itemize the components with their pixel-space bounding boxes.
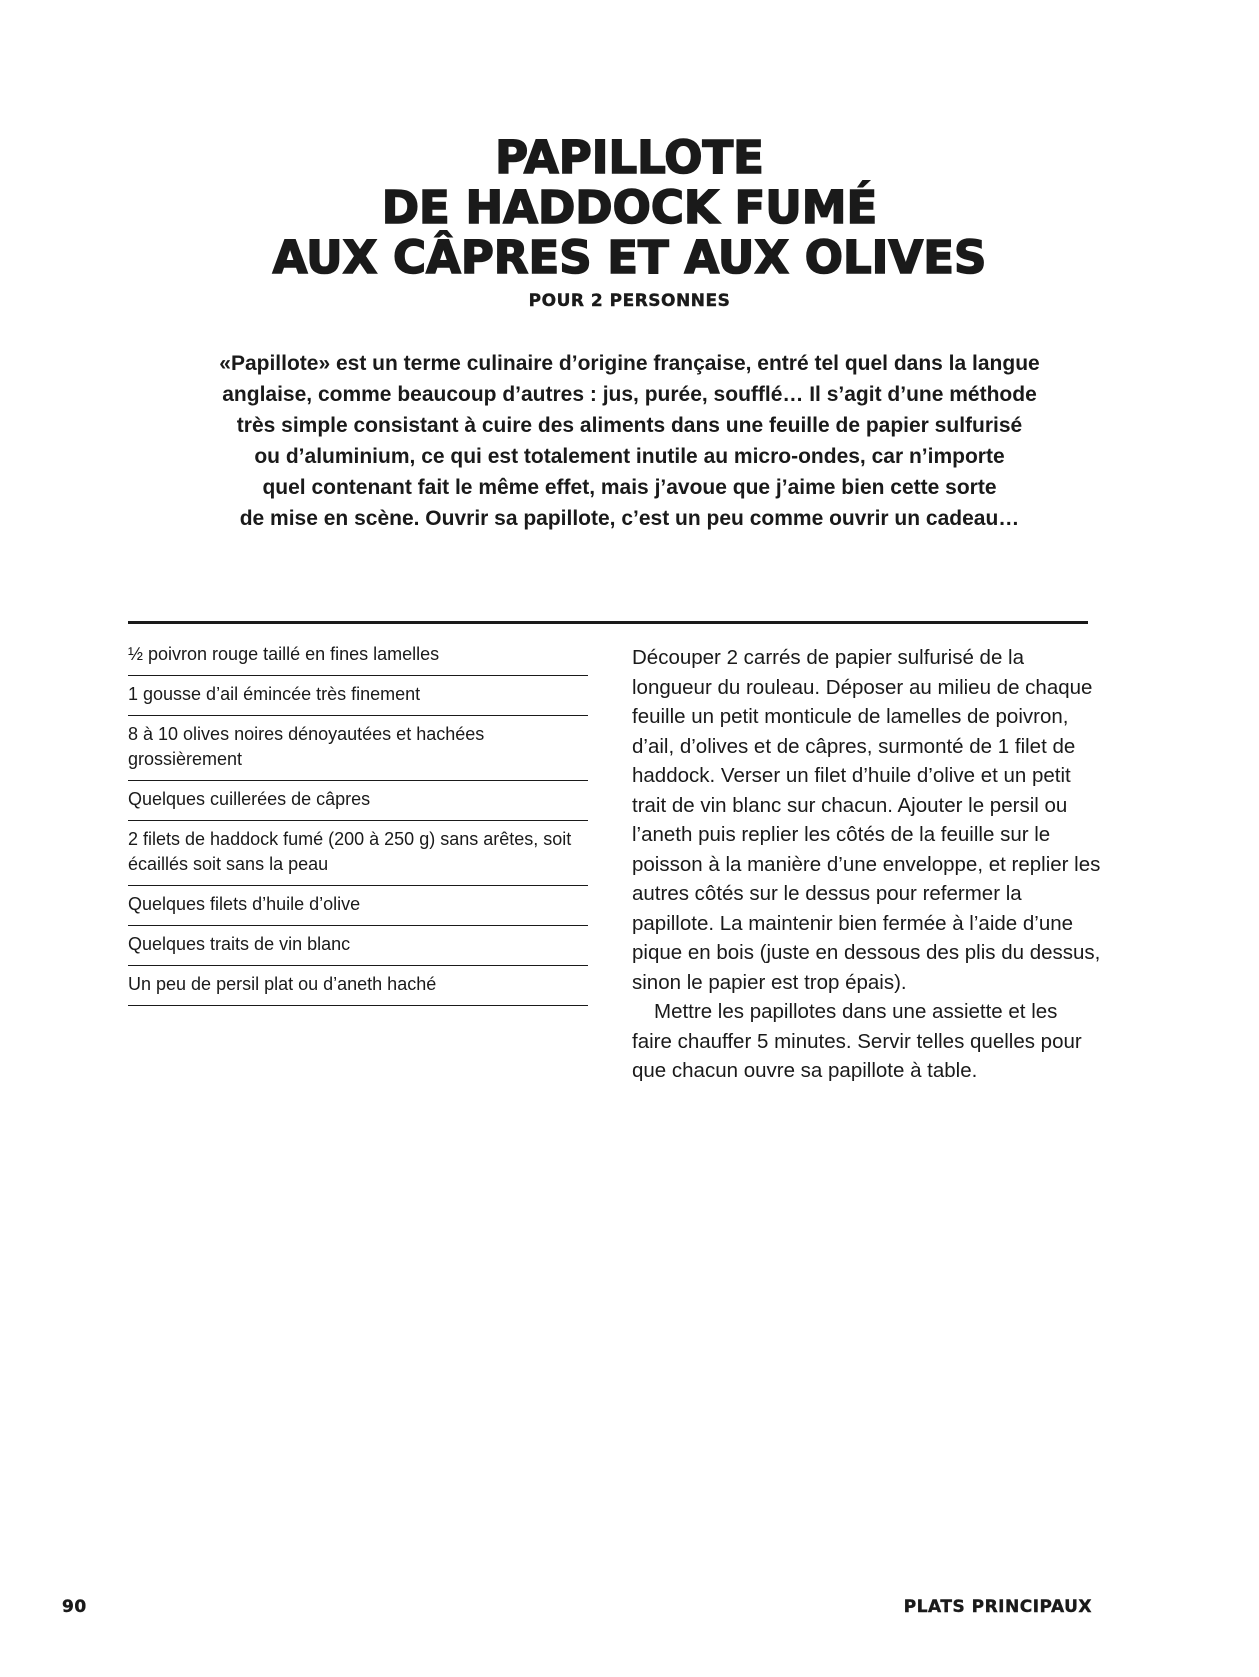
- servings-label: POUR 2 PERSONNES: [528, 291, 731, 311]
- method-text: [632, 643, 1102, 1086]
- recipe-title: [0, 133, 1259, 283]
- intro-line: de mise en scène. Ouvrir sa papillote, c’est un peu comme ouvrir un cadeau…: [239, 507, 1020, 530]
- intro-paragraph: [120, 348, 1139, 534]
- ingredient-item: ½ poivron rouge taillé en fines lamelles: [128, 638, 588, 676]
- title-line: PAPILLOTE: [495, 131, 764, 185]
- ingredient-item: Quelques cuillerées de câpres: [128, 781, 588, 821]
- page-number: 90: [62, 1597, 87, 1617]
- method-paragraph: Découper 2 carrés de papier sulfurisé de la longueur du rouleau. Déposer au milieu de chaque feuille un petit monticule de lamelles de poivron, d’ail, d’olives et de câpres, surmonté de 1 filet de haddock. Verser un filet d’huile d’olive et un petit trait de vin blanc sur chacun. Ajouter le persil ou l’aneth puis replier les côtés de la feuille sur le poisson à la manière d’une enveloppe, et replier les autres côtés sur le dessus pour refermer la papillote. La maintenir bien fermée à l’aide d’une pique en bois (juste en dessous des plis du dessus, sinon le papier est trop épais).: [632, 646, 1101, 994]
- section-divider: [128, 621, 1088, 624]
- ingredient-item: Quelques filets d’huile d’olive: [128, 886, 588, 926]
- ingredient-item: 2 filets de haddock fumé (200 à 250 g) sans arêtes, soit écaillés soit sans la peau: [128, 821, 588, 886]
- ingredient-item: 8 à 10 olives noires dénoyautées et hachées grossièrement: [128, 716, 588, 781]
- intro-line: ou d’aluminium, ce qui est totalement inutile au micro-ondes, car n’importe: [254, 445, 1005, 468]
- ingredients-list: [128, 638, 588, 1006]
- method-paragraph: Mettre les papillotes dans une assiette et les faire chauffer 5 minutes. Servir telles quelles pour que chacun ouvre sa papillote à table.: [632, 1000, 1082, 1082]
- ingredient-item: Quelques traits de vin blanc: [128, 926, 588, 966]
- intro-line: «Papillote» est un terme culinaire d’origine française, entré tel quel dans la langue: [219, 352, 1040, 375]
- intro-line: quel contenant fait le même effet, mais j’avoue que j’aime bien cette sorte: [262, 476, 997, 499]
- ingredient-item: 1 gousse d’ail émincée très finement: [128, 676, 588, 716]
- ingredient-item: Un peu de persil plat ou d’aneth haché: [128, 966, 588, 1006]
- title-line: DE HADDOCK FUMÉ: [381, 181, 878, 235]
- intro-line: anglaise, comme beaucoup d’autres : jus, purée, soufflé… Il s’agit d’une méthode: [222, 383, 1037, 406]
- section-name: PLATS PRINCIPAUX: [903, 1597, 1092, 1617]
- title-line: AUX CÂPRES ET AUX OLIVES: [272, 231, 987, 285]
- intro-line: très simple consistant à cuire des aliments dans une feuille de papier sulfurisé: [236, 414, 1023, 437]
